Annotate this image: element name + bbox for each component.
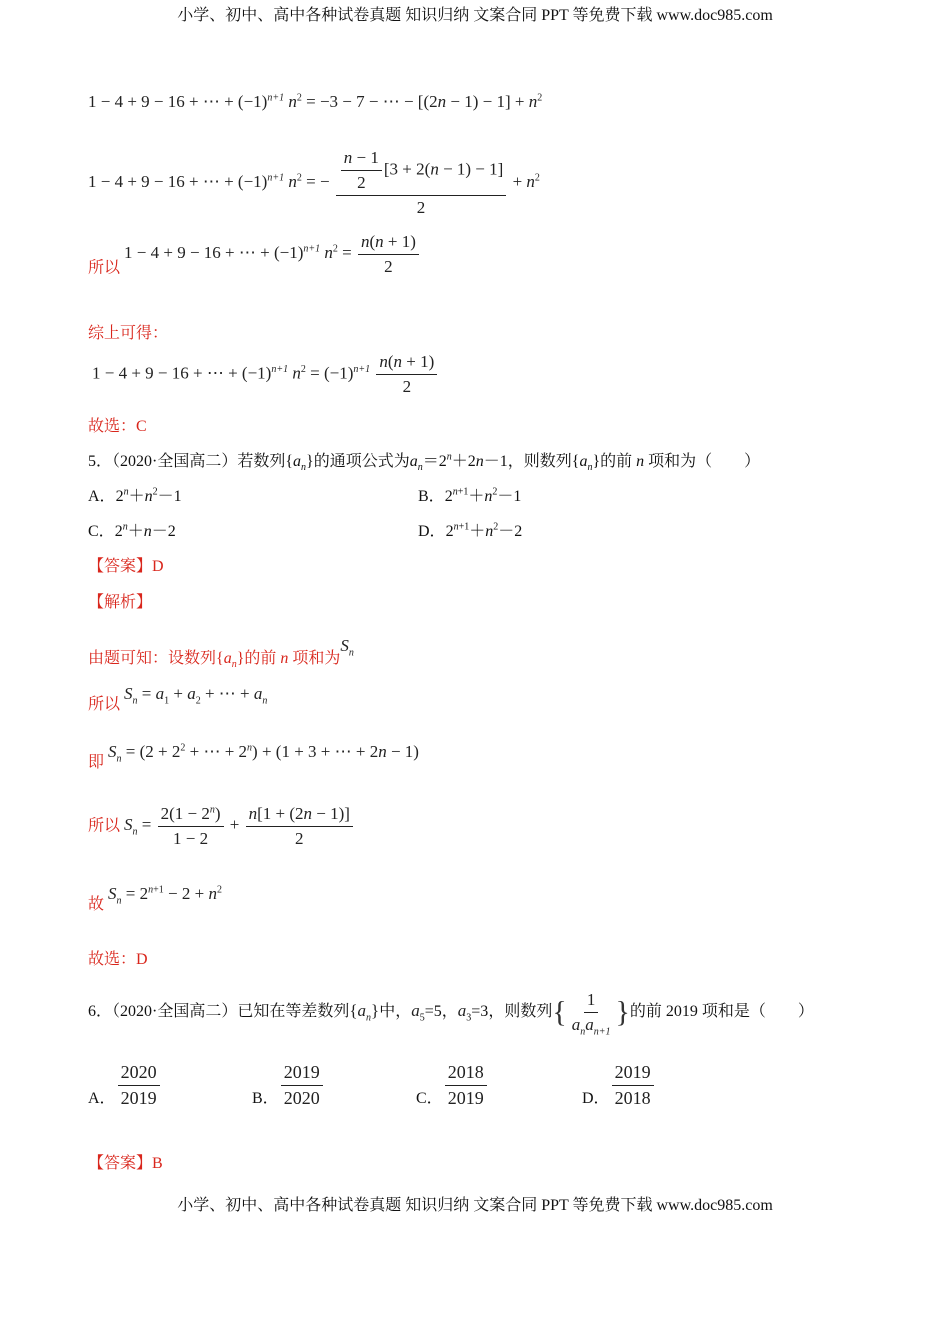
- q5-choice: 故选：D: [88, 951, 148, 968]
- equation-line-2: 1 − 4 + 9 − 16 + ⋯ + $(-1)^{n+1}$ $n^2$ = − $\frac{n - 1}{2}$ [3 + 2(n − 1) − 1] 2 + $n^2$: [88, 148, 540, 217]
- q6-stem: 6．（2020·全国高二）已知在等差数列$\{a_n\}$中，$a_5=5$，$a_3=3$，则数列{ $\frac{1}{a_na_{n+1}}$ }的前 2019 项和是（ ）: [88, 990, 814, 1038]
- q5-number: 5．: [88, 453, 113, 470]
- q5-answer: 【答案】D: [88, 558, 164, 575]
- q5-stem: 5．（2020·全国高二）若数列$\{a_n\}$的通项公式为$a_n=2^n+2n-1$，则数列$\{a_n\}$的前 n 项和为（ ）: [88, 451, 761, 474]
- q5-analysis-line5: 故 $S_n = 2^{n+1} - 2 + n^2$: [88, 884, 222, 913]
- q6-option-d: D． $\frac{2019}{2018}$: [582, 1062, 656, 1109]
- q5-analysis-line2: 所以 $S_n = a_1 + a_2$ + ⋯ + $a_n$: [88, 684, 268, 713]
- q6-answer: 【答案】B: [88, 1155, 163, 1172]
- page-footer: 小学、初中、高中各种试卷真题 知识归纳 文案合同 PPT 等免费下载 www.doc985.com: [177, 1197, 773, 1214]
- so-label: 所以: [88, 259, 121, 277]
- q5-stem-d: }的前: [592, 453, 633, 470]
- q5-stem-b: }的通项公式为: [306, 453, 410, 470]
- q5-option-d: D．$2^{n+1}+n^2-2$: [418, 521, 523, 540]
- prev-choice: 故选：C: [88, 418, 147, 435]
- conclusion-line: 所以 1 − 4 + 9 − 16 + ⋯ + $(-1)^{n+1}$ $n^2$ = $\frac{n(n + 1)}{2}$: [88, 232, 421, 277]
- q5-option-a: A．$2^n+n^2-1$: [88, 486, 182, 505]
- q5-analysis-label: 【解析】: [88, 594, 153, 611]
- q5-stem-e: 项和为（ ）: [648, 453, 761, 470]
- summary-label: 综上可得：: [88, 325, 169, 342]
- q5-option-b: B．$2^{n+1}+n^2-1$: [418, 486, 522, 505]
- q5-analysis-line1: 由题可知：设数列$\{a_n\}$的前 n 项和为$S_n$: [88, 636, 354, 671]
- q6-option-c: C． $\frac{2018}{2019}$: [416, 1062, 489, 1109]
- q5-analysis-line3: 即 $S_n = (2 + 2^2$ + ⋯ + $2^n) + (1 + 3$ + ⋯ + 2n − 1): [88, 742, 419, 771]
- equation-line-1: 1 − 4 + 9 − 16 + ⋯ + $(-1)^{n+1}$ $n^2 = -3 - 7$ − ⋯ − $[(2n - 1) - 1] + n^2$: [88, 92, 543, 111]
- page-header: 小学、初中、高中各种试卷真题 知识归纳 文案合同 PPT 等免费下载 www.doc985.com: [177, 7, 773, 24]
- q5-option-c: C．$2^n+n-2$: [88, 521, 176, 540]
- q6-option-a: A． $\frac{2020}{2019}$: [88, 1062, 162, 1109]
- q5-analysis-line4: 所以 $S_n$ = $\frac{2(1 - 2^n)}{1 - 2}$ + $\frac{n[1 + (2n - 1)]}{2}$: [88, 804, 355, 849]
- q5-stem-c: ，则数列{: [507, 453, 580, 470]
- q5-source: （2020·全国高二）: [112, 453, 238, 470]
- q5-stem-a: 若数列{: [237, 453, 294, 470]
- q6-option-b: B． $\frac{2019}{2020}$: [252, 1062, 325, 1109]
- summary-equation: 1 − 4 + 9 − 16 + ⋯ + $(-1)^{n+1}$ $n^2 = (-1)^{n+1}$ $\frac{n(n + 1)}{2}$: [92, 352, 439, 397]
